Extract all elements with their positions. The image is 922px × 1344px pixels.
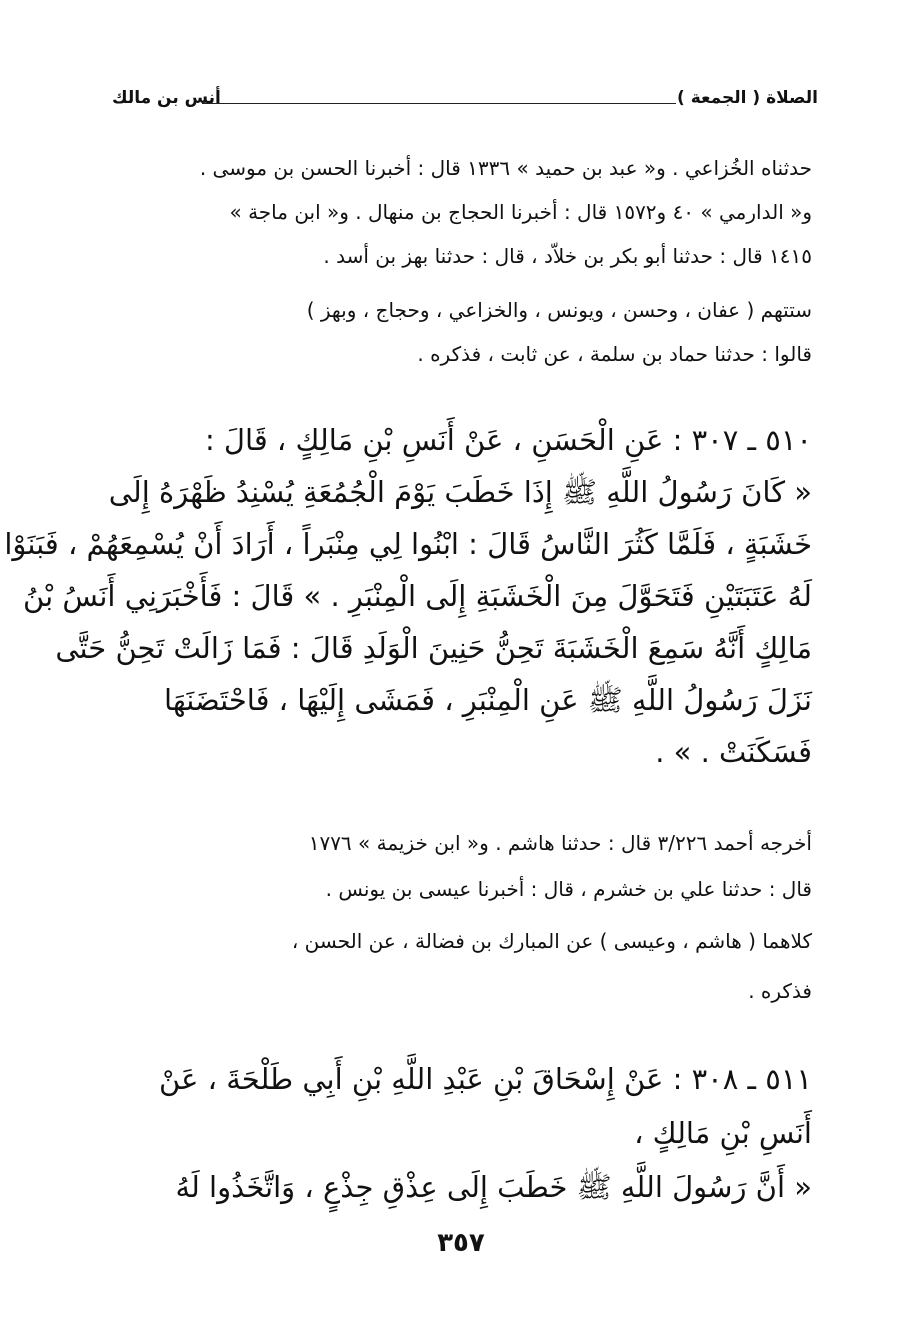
text-line: قال : حدثنا علي بن خشرم ، قال : أخبرنا عيسى بن يونس . — [325, 877, 812, 901]
text-line: فذكره . — [748, 979, 812, 1003]
text-line: أخرجه أحمد ٣/٢٢٦ قال : حدثنا هاشم . و« ابن خزيمة » ١٧٧٦ — [308, 831, 812, 855]
hadith-510 — [4, 414, 812, 778]
text-line: ١٤١٥ قال : حدثنا أبو بكر بن خلاّد ، قال : حدثنا بهز بن أسد . — [323, 244, 812, 268]
hadith-line: أَنَسِ بْنِ مَالِكٍ ، — [634, 1116, 812, 1150]
hadith-line: نَزَلَ رَسُولُ اللَّهِ ﷺ عَنِ الْمِنْبَرِ ، فَمَشَى إِلَيْهَا ، فَاحْتَضَنَهَا — [163, 683, 812, 717]
takhrij-paragraph-1 — [100, 146, 812, 278]
header-narrator-title: أنس بن مالك — [112, 88, 221, 108]
hadith-line: ٥١١ ـ ٣٠٨ : عَنْ إِسْحَاقَ بْنِ عَبْدِ اللَّهِ بْنِ أَبِي طَلْحَةَ ، عَنْ — [159, 1062, 812, 1096]
text-line: كلاهما ( هاشم ، وعيسى ) عن المبارك بن فضالة ، عن الحسن ، — [291, 929, 812, 953]
text-line: ستتهم ( عفان ، وحسن ، ويونس ، والخزاعي ، وحجاج ، وبهز ) — [306, 298, 812, 322]
hadith-line: « أَنَّ رَسُولَ اللَّهِ ﷺ خَطَبَ إِلَى عِذْقِ جِذْعٍ ، وَاتَّخَذُوا لَهُ — [175, 1170, 812, 1204]
header-chapter-title: الصلاة ( الجمعة ) — [677, 88, 818, 108]
text-line: و« الدارمي » ٤٠ و١٥٧٢ قال : أخبرنا الحجاج بن منهال . و« ابن ماجة » — [229, 200, 812, 224]
running-header — [112, 86, 818, 116]
hadith-line: فَسَكَنَتْ . » . — [655, 735, 812, 769]
hadith-line: خَشَبَةٍ ، فَلَمَّا كَثُرَ النَّاسُ قَالَ : ابْنُوا لِي مِنْبَراً ، أَرَادَ أَنْ يُسْمِعَهُمْ ، فَبَنَوْا — [4, 527, 812, 561]
page-number: ٣٥٧ — [437, 1228, 485, 1258]
hadith-line: لَهُ عَتَبَتَيْنِ فَتَحَوَّلَ مِنَ الْخَشَبَةِ إِلَى الْمِنْبَرِ . » قَالَ : فَأَخْبَرَنِي أَنَسُ بْنُ — [23, 579, 812, 613]
takhrij-paragraph-4 — [100, 916, 812, 1016]
text-line: حدثناه الخُزاعي . و« عبد بن حميد » ١٣٣٦ قال : أخبرنا الحسن بن موسى . — [199, 156, 812, 180]
text-line: قالوا : حدثنا حماد بن سلمة ، عن ثابت ، فذكره . — [417, 342, 812, 366]
takhrij-paragraph-3 — [100, 820, 812, 912]
hadith-line: ٥١٠ ـ ٣٠٧ : عَنِ الْحَسَنِ ، عَنْ أَنَسِ بْنِ مَالِكٍ ، قَالَ : — [204, 423, 812, 457]
hadith-line: مَالِكٍ أَنَّهُ سَمِعَ الْخَشَبَةَ تَحِنُّ حَنِينَ الْوَلَدِ قَالَ : فَمَا زَالَتْ تَحِنُّ حَتَّى — [55, 631, 812, 665]
takhrij-paragraph-2 — [100, 288, 812, 376]
hadith-511 — [100, 1052, 812, 1214]
header-rule — [202, 103, 676, 104]
hadith-line: « كَانَ رَسُولُ اللَّهِ ﷺ إِذَا خَطَبَ يَوْمَ الْجُمُعَةِ يُسْنِدُ ظَهْرَهُ إِلَى — [108, 475, 812, 509]
